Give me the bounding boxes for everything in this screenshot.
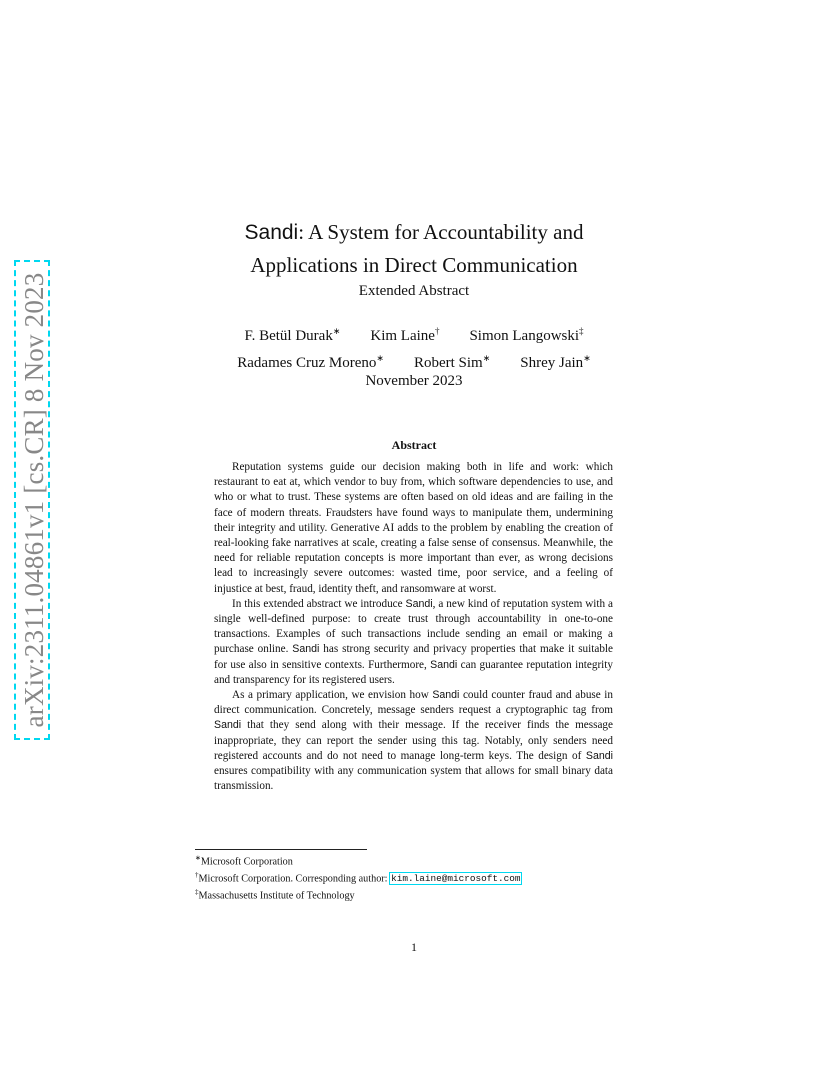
author: Simon Langowski‡: [469, 326, 584, 344]
email-link[interactable]: kim.laine@microsoft.com: [391, 873, 521, 885]
author: Radames Cruz Moreno∗: [237, 353, 384, 371]
author-list: [170, 320, 658, 374]
arxiv-identifier-stamp[interactable]: arXiv:2311.04861v1 [cs.CR] 8 Nov 2023: [14, 260, 50, 740]
author: Shrey Jain∗: [520, 353, 591, 371]
footnotes: [195, 852, 625, 903]
abstract-paragraph-1: Reputation systems guide our decision making both in life and work: which restaurant to eat at, which vendor to buy from, which software dependencies to use, and who or what to trust. These systems are often based on old ideas and are failing in the face of modern threats. Fraudsters have found ways to manipulate them, undermining their integrity and utility. Generative AI adds to the problem by enabling the creation of real-looking fake narratives at scale, creating a false sense of consensus. Meanwhile, the need for reliable reputation concepts is more important than ever, as wrong decisions lead to increasingly severe outcomes: wasted time, poor service, and a feeling of injustice at best, fraud, identity theft, and ransomware at worst.: [214, 461, 613, 595]
abstract-paragraph-3: As a primary application, we envision how Sandi could counter fraud and abuse in direct communication. Concretely, message senders request a cryptographic tag from Sandi that they send along with their message. If the receiver finds the message inappropriate, they can report the sender using this tag. Notably, only senders need registered accounts and do not need to manage long-term keys. The design of Sandi ensures compatibility with any communication system that allows for small binary data transmission.: [214, 689, 613, 793]
title-line-2: Applications in Direct Communication: [250, 253, 578, 277]
title-line-1: [180, 216, 648, 249]
paper-subtitle: Extended Abstract: [358, 283, 470, 299]
abstract-body: [214, 460, 613, 794]
page-number: 1: [411, 940, 417, 954]
footnote-divider: [195, 849, 367, 850]
system-name: Sandi: [244, 221, 299, 244]
author: F. Betül Durak∗: [244, 326, 341, 344]
abstract-heading: Abstract: [391, 438, 437, 452]
footnote-3: ‡Massachusetts Institute of Technology: [195, 887, 355, 902]
author: Kim Laine†: [370, 326, 440, 344]
author-row-2: [170, 347, 658, 374]
paper-title: [180, 216, 648, 281]
footnote-2: †Microsoft Corporation. Corresponding author: kim.laine@microsoft.com: [195, 870, 521, 885]
footnote-1: ∗Microsoft Corporation: [195, 854, 293, 868]
author-row-1: [170, 320, 658, 347]
publication-date: November 2023: [365, 373, 463, 389]
abstract-paragraph-2: In this extended abstract we introduce Sandi, a new kind of reputation system with a single well-defined purpose: to create trust through accountability in one-to-one transactions. Examples of such transactions include sending an email or making a purchase online. Sandi has strong security and privacy properties that make it suitable for use also in sensitive contexts. Furthermore, Sandi can guarantee reputation integrity and transparency for its registered users.: [214, 597, 613, 686]
title-line-1-rest: : A System for Accountability and: [298, 220, 584, 244]
author: Robert Sim∗: [413, 353, 491, 371]
